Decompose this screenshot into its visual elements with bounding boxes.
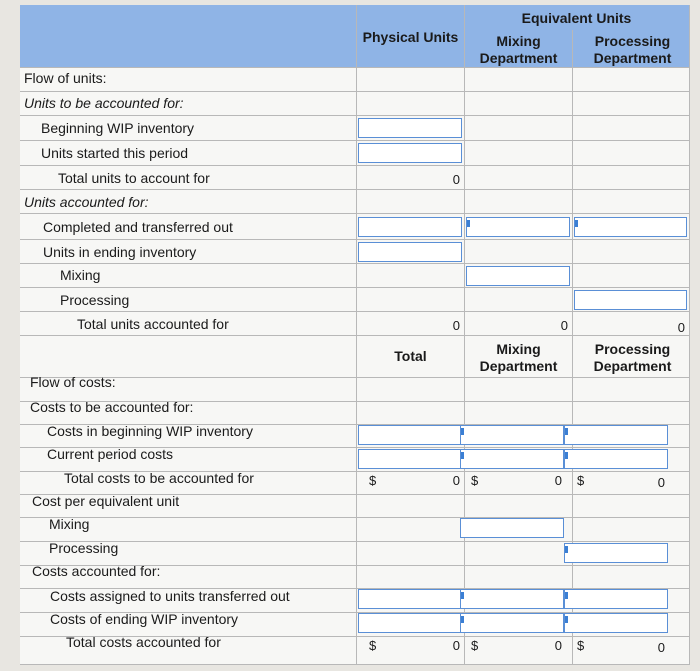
processing-header-line2: Department xyxy=(593,50,672,66)
current-period-processing-input[interactable] xyxy=(564,449,668,469)
completed-transferred-label: Completed and transferred out xyxy=(43,219,233,235)
beginning-wip-processing-input[interactable] xyxy=(564,425,668,445)
total-costs-to-account-mixing-value: 0 xyxy=(554,473,562,488)
current-period-total-input[interactable] xyxy=(358,449,462,469)
units-processing-label: Processing xyxy=(60,292,130,308)
total-costs-dollar-mixing: $ xyxy=(471,473,479,488)
transferred-out-total-input[interactable] xyxy=(358,589,462,609)
total-costs-to-account-processing-value: 0 xyxy=(657,475,665,490)
units-started-label: Units started this period xyxy=(41,145,189,161)
processing-cost-header xyxy=(575,341,690,375)
units-accounted-for-label: Units accounted for: xyxy=(24,194,149,210)
mixing-header-line1: Mixing xyxy=(496,33,541,49)
processing-header-line1: Processing xyxy=(594,33,671,49)
total-costs-accounted-mixing-value: 0 xyxy=(554,638,562,653)
cost-per-eu-mixing-input[interactable] xyxy=(460,518,564,538)
total-accounted-processing-value: 0 xyxy=(677,320,685,335)
completed-mixing-eu-input[interactable] xyxy=(466,217,570,237)
costs-accounted-for-label: Costs accounted for: xyxy=(32,563,161,579)
transferred-out-processing-input[interactable] xyxy=(564,589,668,609)
flow-of-costs-label: Flow of costs: xyxy=(30,374,116,390)
units-ending-inventory-label: Units in ending inventory xyxy=(43,244,197,260)
completed-processing-eu-input[interactable] xyxy=(574,217,687,237)
beginning-wip-total-input[interactable] xyxy=(358,425,462,445)
total-accounted-dollar-mixing: $ xyxy=(471,638,479,653)
total-costs-to-account-total-value: 0 xyxy=(452,473,460,488)
total-accounted-physical-value: 0 xyxy=(452,318,460,333)
ending-mixing-eu-input[interactable] xyxy=(466,266,570,286)
cost-processing-label: Processing xyxy=(49,540,119,556)
total-header: Total xyxy=(394,348,427,364)
total-accounted-dollar-processing: $ xyxy=(577,638,585,653)
costs-transferred-out-label: Costs assigned to units transferred out xyxy=(50,588,290,604)
total-costs-accounted-label: Total costs accounted for xyxy=(66,634,221,650)
completed-physical-units-input[interactable] xyxy=(358,217,462,237)
cost-per-eu-processing-input[interactable] xyxy=(564,543,668,563)
total-units-to-account-label: Total units to account for xyxy=(58,170,210,186)
ending-wip-processing-input[interactable] xyxy=(564,613,668,633)
processing-cost-header-line2: Department xyxy=(593,358,672,374)
beginning-wip-units-input[interactable] xyxy=(358,118,462,138)
units-to-be-accounted-label: Units to be accounted for: xyxy=(24,95,184,111)
units-mixing-label: Mixing xyxy=(60,267,101,283)
costs-ending-wip-label: Costs of ending WIP inventory xyxy=(50,611,239,627)
current-period-costs-label: Current period costs xyxy=(47,446,174,462)
total-accounted-dollar-total: $ xyxy=(369,638,377,653)
total-costs-accounted-total-value: 0 xyxy=(452,638,460,653)
current-period-mixing-input[interactable] xyxy=(460,449,564,469)
total-costs-dollar-processing: $ xyxy=(577,473,585,488)
total-units-accounted-label: Total units accounted for xyxy=(77,316,229,332)
mixing-department-header xyxy=(465,33,572,67)
beginning-wip-mixing-input[interactable] xyxy=(460,425,564,445)
processing-department-header xyxy=(575,33,690,67)
ending-processing-eu-input[interactable] xyxy=(574,290,687,310)
costs-beginning-wip-label: Costs in beginning WIP inventory xyxy=(47,423,253,439)
mixing-cost-header-line1: Mixing xyxy=(496,341,541,357)
beginning-wip-units-label: Beginning WIP inventory xyxy=(41,120,195,136)
total-costs-accounted-processing-value: 0 xyxy=(657,640,665,655)
cost-mixing-label: Mixing xyxy=(49,516,90,532)
transferred-out-mixing-input[interactable] xyxy=(460,589,564,609)
mixing-header-line2: Department xyxy=(479,50,558,66)
total-accounted-mixing-value: 0 xyxy=(560,318,568,333)
process-cost-worksheet xyxy=(20,5,690,665)
equivalent-units-header: Equivalent Units xyxy=(521,10,632,26)
ending-wip-mixing-input[interactable] xyxy=(460,613,564,633)
processing-cost-header-line1: Processing xyxy=(594,341,671,357)
total-costs-to-account-label: Total costs to be accounted for xyxy=(64,470,254,486)
mixing-cost-header xyxy=(465,341,572,375)
ending-inventory-physical-units-input[interactable] xyxy=(358,242,462,262)
total-units-to-account-value: 0 xyxy=(452,172,460,187)
units-started-input[interactable] xyxy=(358,143,462,163)
ending-wip-total-input[interactable] xyxy=(358,613,462,633)
cost-per-eu-label: Cost per equivalent unit xyxy=(32,493,180,509)
physical-units-header: Physical Units xyxy=(362,29,459,45)
mixing-cost-header-line2: Department xyxy=(479,358,558,374)
total-costs-dollar-total: $ xyxy=(369,473,377,488)
costs-to-be-accounted-label: Costs to be accounted for: xyxy=(30,399,194,415)
flow-of-units-label: Flow of units: xyxy=(24,70,107,86)
